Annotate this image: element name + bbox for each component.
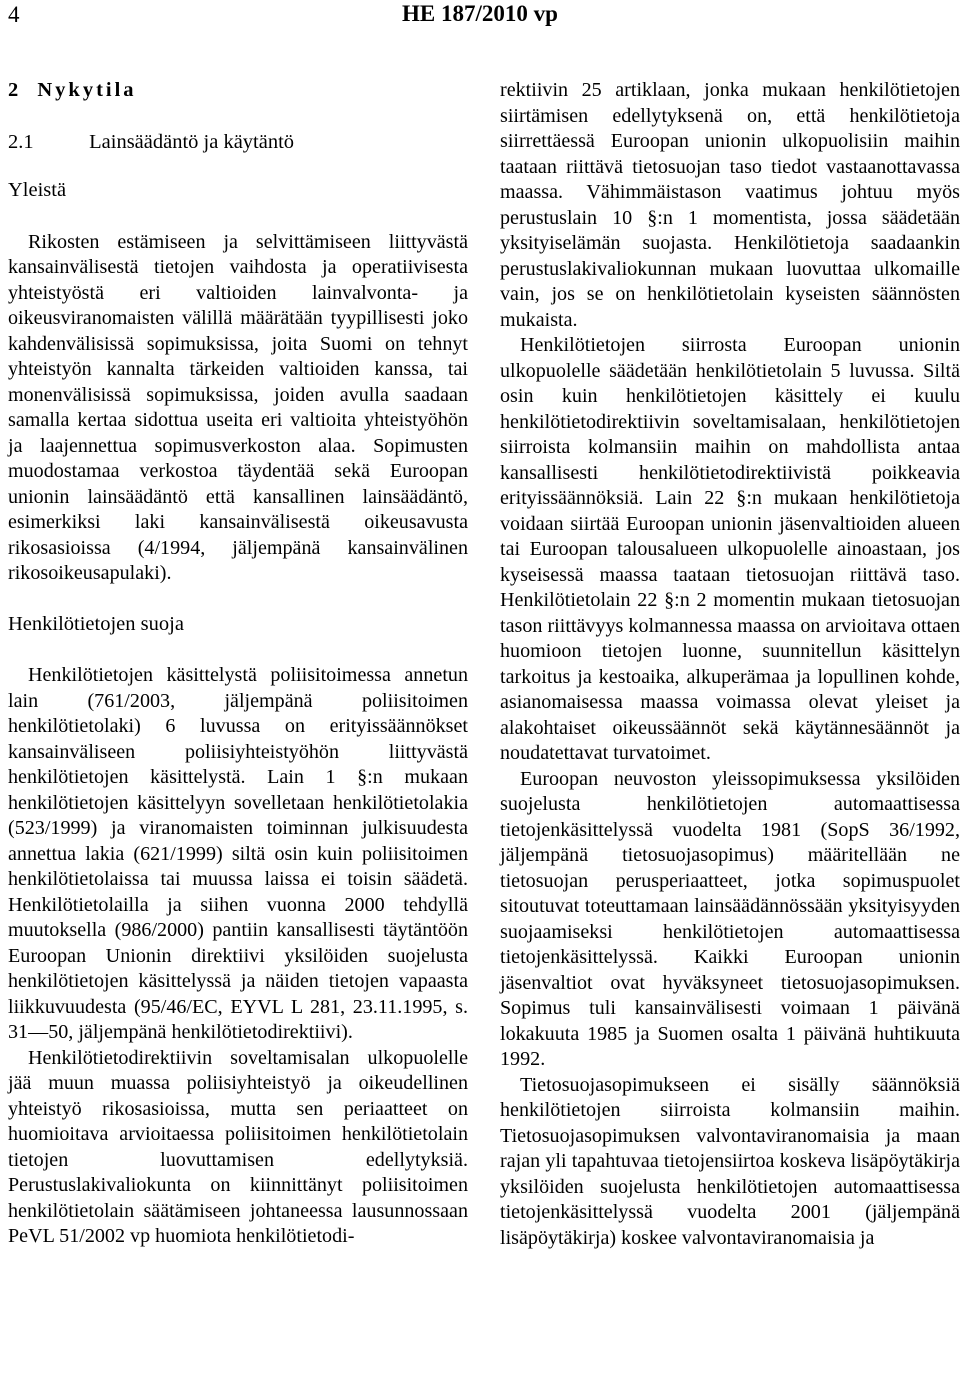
section-number: 2	[8, 79, 19, 101]
page-header	[0, 0, 960, 34]
subsection-heading	[8, 130, 468, 156]
paragraph: Tietosuojasopimukseen ei sisälly säännöksiä henkilötietojen siirroista kolmansiin maihin. Tietosuojasopimuksen valvontaviranomaisia ja maan rajan yli tapahtuvaa tietojensiirtoa koskeva lisäpöytäkirja yksilöiden suojelusta henkilötietojen automaattisessa tietojenkäsittelyssä vuodelta 2001 (jäljempänä lisäpöytäkirja) koskee valvontaviranomaisia ja	[500, 1073, 960, 1249]
left-column	[8, 78, 468, 1250]
subsection-number: 2.1	[8, 130, 34, 153]
paragraph: rektiivin 25 artiklaan, jonka mukaan henkilötietojen siirtämisen edellytyksenä on, että henkilötietoja siirrettäessä Euroopan unionin ulkopuolisiin maihin taataan riittävä tietosuojan taso tiedot vastaanottavassa maassa. Vähimmäistason vaatimus johtuu myös perustuslain 10 §:n 1 momentista, jossa säädetään yksityiselämän suojasta. Henkilötietoja saadaankin perustuslakivaliokunnan mukaan luovuttaa ulkomaille vain, jos se on henkilötietolain kyseisten säännösten mukaista.	[500, 79, 960, 331]
spacer	[8, 587, 468, 612]
heading-henkilotietojen-suoja: Henkilötietojen suoja	[8, 612, 184, 635]
paragraph: Euroopan neuvoston yleissopimuksessa yksilöiden suojelusta henkilötietojen automaattisessa tietojenkäsittelyssä vuodelta 1981 (SopS 36/1992, jäljempänä tietosuojasopimus) määritellään ne tietosuojan perusperiaatteet, jotka sopimuspuolet sitoutuvat toteuttamaan lainsäädännössään yksityisyyden suojaamiseksi henkilötietojen automaattisessa tietojenkäsittelyssä. Kaikki Euroopan unionin jäsenvaltiot ovat hyväksyneet tietosuojasopimuksen. Sopimus tuli kansainvälisesti voimaan 1 päivänä lokakuuta 1985 ja Suomen osalta 1 päivänä huhtikuuta 1992.	[500, 767, 960, 1070]
document-id: HE 187/2010 vp	[402, 1, 558, 26]
section-heading	[8, 78, 468, 104]
section-title: Nykytila	[37, 79, 137, 101]
paragraph: Henkilötietojen siirrosta Euroopan unionin ulkopuolelle säädetään henkilötietolain 5 luvussa. Siltä osin kuin henkilötietojen käsittely ei kuulu henkilötietodirektiivin soveltamisalaan, henkilötietojen siirroista kolmansiin maihin on mahdollista antaa kansallisesti henkilötietodirektiivistä poikkeavia erityissäännöksiä. Lain 22 §:n mukaan henkilötietoja voidaan siirtää Euroopan unionin jäsenvaltioiden alueen tai Euroopan talousalueen ulkopuolelle ainoastaan, jos kyseisessä maassa taataan tietosuojan riittävä taso. Henkilötietolain 22 §:n 2 momentin mukaan tietosuojan tason riittävyys kolmannessa maassa on arvioitava ottaen huomioon tietojen luonne, suunnitellun käsittelyn tarkoitus ja kestoaika, alkuperämaa ja lopullinen kohde, asianomaisessa maassa voimassa olevat yleiset ja alakohtaiset oikeussäännöt sekä käytännesäännöt ja noudatettavat turvatoimet.	[500, 334, 960, 764]
page-number: 4	[8, 2, 20, 27]
paragraph: Rikosten estämiseen ja selvittämiseen liittyvästä kansainvälisestä tietojen vaihdosta ja operatiivisesta yhteistyöstä eri valtioiden lainvalvonta- ja oikeusviranomaisten välillä määrätään tyypillisesti joko kahdenvälisissä sopimuksissa, joita Suomi on tehnyt yhteistyön kannalta tärkeiden valtioiden kanssa, tai monenvälisissä sopimuksissa, joiden avulla saadaan samalla kertaa sidottua useita eri valtioita yhteistyöhön ja laajennettua sopimusverkoston alaa. Sopimusten muodostamaa verkostoa täydentää sekä Euroopan unionin lainsäädäntö että kansallinen lainsäädäntö, esimerkiksi laki kansainvälisestä oikeusavusta rikosasioissa (4/1994, jäljempänä kansainvälinen rikosoikeusapulaki).	[8, 230, 468, 584]
paragraph: Henkilötietojen käsittelystä poliisitoimessa annetun lain (761/2003, jäljempänä poliisitoimen henkilötietolaki) 6 luvussa on erityissäännökset kansainväliseen poliisiyhteistyöhön liittyvästä henkilötietojen käsittelystä. Lain 1 §:n mukaan henkilötietojen käsittelyyn sovelletaan henkilötietolakia (523/1999) ja viranomaisten toiminnan julkisuudesta annettua lakia (621/1999) siltä osin kuin poliisitoimen henkilötietolaissa tai muussa laissa ei toisin säädetä. Henkilötietolailla ja siihen vuonna 2000 tehdyllä muutoksella (986/2000) pantiin kansallisesti täytäntöön Euroopan Unionin direktiivi yksilöiden suojelusta henkilötietojen käsittelyssä ja näiden tietojen vapaasta liikkuvuudesta (95/46/EC, EYVL L 281, 23.11.1995, s. 31—50, jäljempänä henkilötietodirektiivi).	[8, 664, 468, 1043]
subsection-title: Lainsäädäntö ja käytäntö	[89, 130, 295, 153]
right-column	[500, 78, 960, 1251]
heading-yleista: Yleistä	[8, 179, 67, 201]
paragraph: Henkilötietodirektiivin soveltamisalan ulkopuolelle jää muun muassa poliisiyhteistyö ja oikeudellinen yhteistyö rikosasioissa, mutta sen periaatteet on huomioitava arvioitaessa poliisitoimen henkilötietolain tietojen luovuttamisen edellytyksiä. Perustuslakivaliokunta on kiinnittänyt poliisitoimen henkilötietolain säätämiseen johtaneessa lausunnossaan PeVL 51/2002 vp huomiota henkilötietodi-	[8, 1046, 468, 1247]
